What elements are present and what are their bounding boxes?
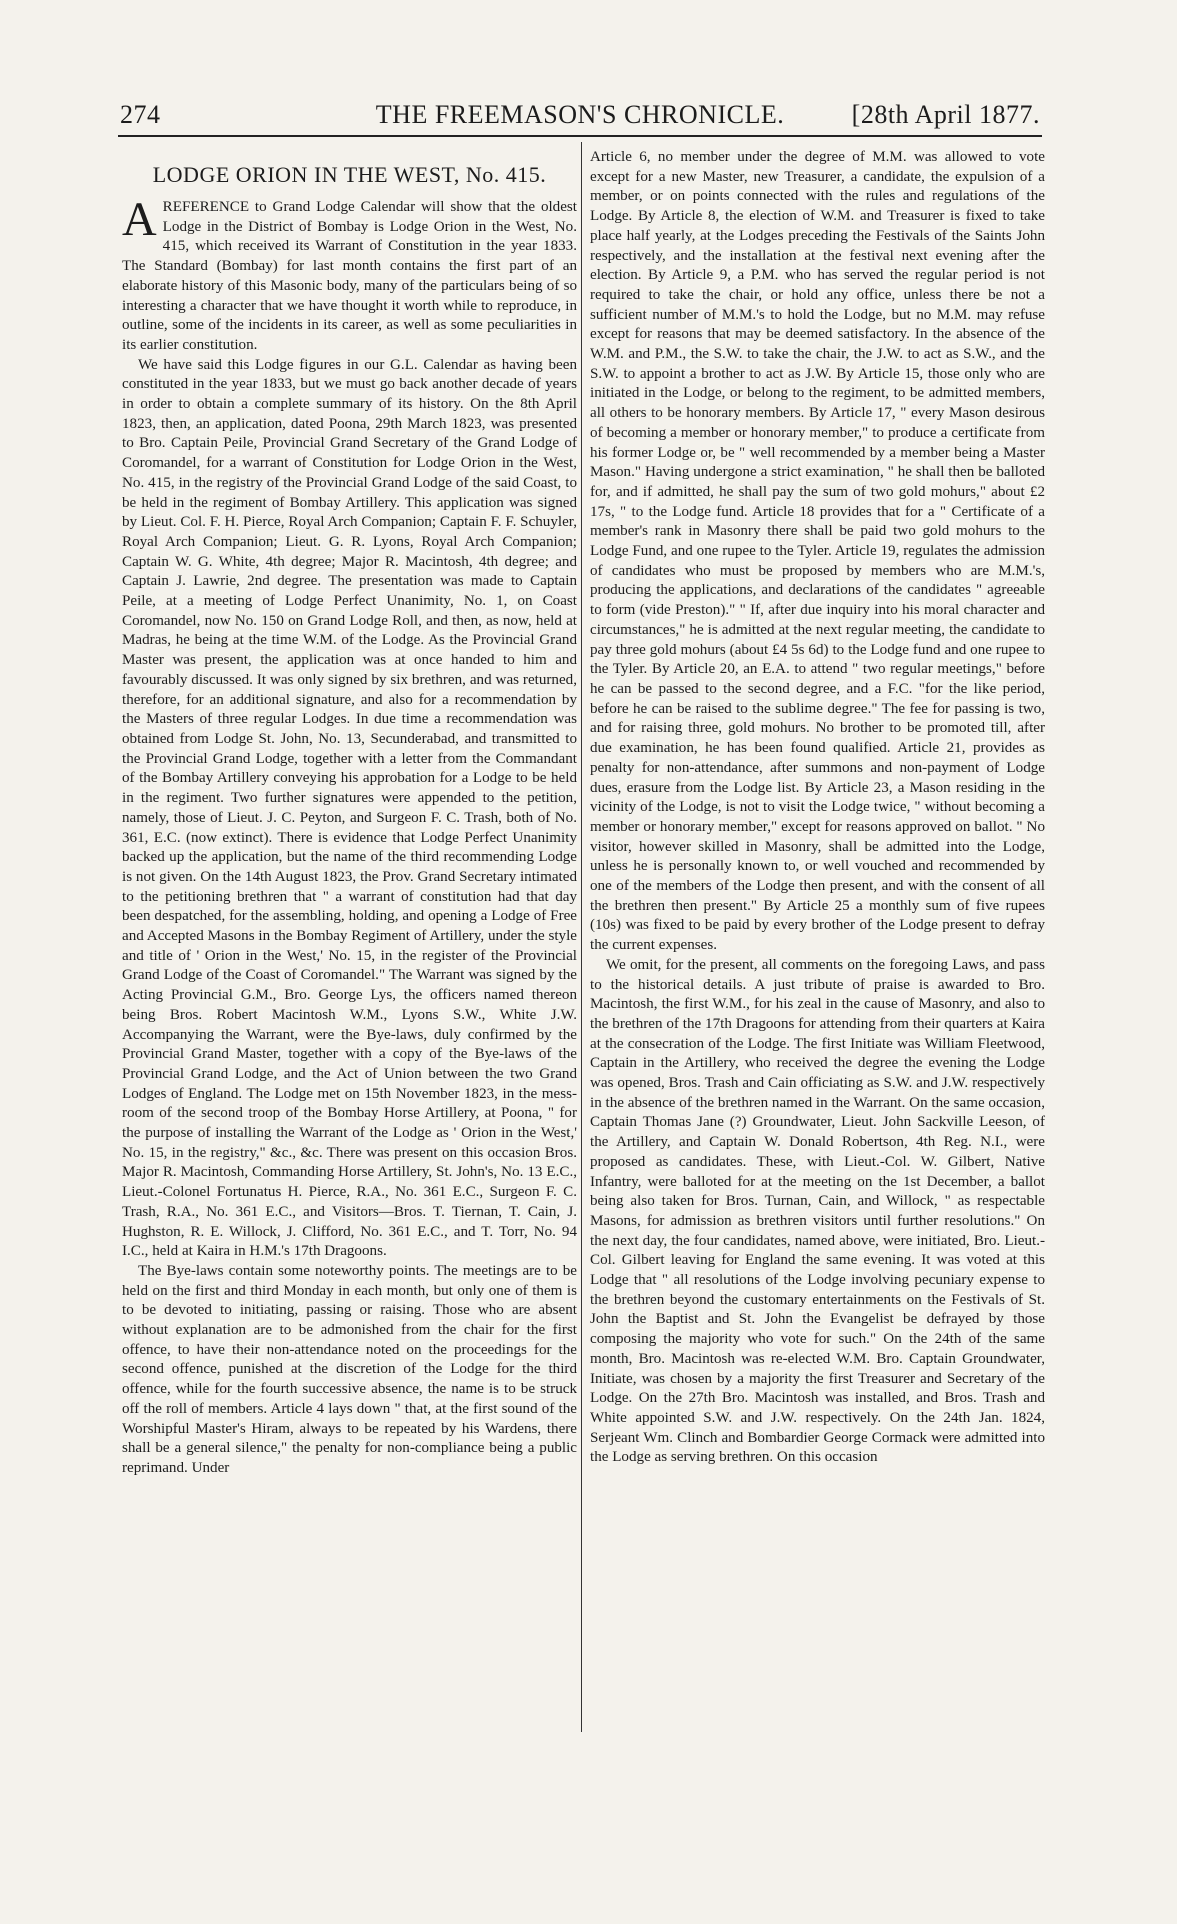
header-rule — [118, 135, 1042, 137]
right-column — [590, 148, 1045, 1468]
article-paragraph-1 — [122, 193, 577, 356]
paragraph-text: REFERENCE to Grand Lodge Calendar will show that the oldest Lodge in the District of Bombay is Lodge Orion in the West, No. 415, which received its Warrant of Constitution in the year 1833. The Standard (Bombay) for last month contains the first part of an elaborate history of this Masonic body, many of the particulars being of so interesting a character that we have thought it worth while to reproduce, in outline, some of the incidents in its career, as well as some peculiarities in its earlier constitution. — [122, 199, 577, 353]
column-divider — [581, 142, 582, 1732]
left-column — [122, 148, 577, 1479]
article-paragraph-4: Article 6, no member under the degree of M.M. was allowed to vote except for a new Master, new Treasurer, a candidate, the expulsion of a member, or on points connected with the rules and regulations of the Lodge. By Article 8, the election of W.M. and Treasurer is fixed to take place half yearly, at the Lodges preceding the Festivals of the Saints John respectively, and the installation at the festival next evening after the election. By Article 9, a P.M. who has served the regular period is not required to take the chair, or hold any office, unless there be not a sufficient number of M.M.'s to hold the Lodge, but no M.M. may refuse except for reasons that may be deemed satisfactory. In the absence of the W.M. and P.M., the S.W. to take the chair, the J.W. to act as S.W., and the S.W. to appoint a brother to act as J.W. By Article 15, those only who are initiated in the Lodge, or belong to the regiment, to be admitted members, all others to be honorary members. By Article 17, " every Mason desirous of becoming a member or honorary member," to produce a certificate from his former Lodge or, be " well recommended by a member being a Master Mason." Having undergone a strict examination, " he shall then be balloted for, and if admitted, he shall pay the sum of two gold mohurs," about £2 17s, " to the Lodge fund. Article 18 provides that for a " Certificate of a member's rank in Masonry there shall be paid two gold mohurs to the Lodge Fund, and one rupee to the Tyler. Article 19, regulates the admission of candidates who must be proposed by members who are M.M.'s, producing the applications, and declarations of the candidates " agreeable to form (vide Preston)." " If, after due inquiry into his moral character and circumstances," he is admitted at the next regular meeting, the candidate to pay three gold mohurs (about £4 5s 6d) to the Lodge fund and one rupee to the Tyler. By Article 20, an E.A. to attend " two regular meetings," before he can be passed to the second degree, and a F.C. "for the like period, before he can be raised to the sublime degree." The fee for passing is two, and for raising three, gold mohurs. No brother to be promoted till, after due examination, he has been found qualified. Article 21, provides as penalty for non-attendance, after summons and non-payment of Lodge dues, erasure from the Lodge list. By Article 23, a Mason residing in the vicinity of the Lodge, is not to visit the Lodge twice, " without becoming a member or honorary member," except for reasons approved on ballot. " No visitor, however skilled in Masonry, shall be admitted into the Lodge, unless he is personally known to, or well vouched and recommended by one of the members of the Lodge then present, and with the consent of all the brethren then present." By Article 25 a monthly sum of five rupees (10s) was fixed to be paid by every brother of the Lodge present to defray the current expenses. — [590, 149, 1045, 954]
page-number: 274 — [120, 100, 161, 129]
publication-title: THE FREEMASON'S CHRONICLE. — [375, 100, 785, 129]
issue-date: [28th April 1877. — [851, 100, 1040, 129]
page-header — [120, 100, 1040, 136]
article-paragraph-3: The Bye-laws contain some noteworthy points. The meetings are to be held on the first and third Monday in each month, but only one of them is to be devoted to initiating, passing or raising. Those who are absent without explanation are to be admonished from the chair for the first offence, to have their non-attendance noted on the proceedings for the second offence, punished at the discretion of the Lodge for the third offence, while for the fourth successive absence, the name is to be struck off the roll of members. Article 4 lays down " that, at the first sound of the Worshipful Master's Hiram, always to be repeated by his Wardens, there shall be a general silence," the penalty for non-compliance being a public reprimand. Under — [122, 1262, 577, 1476]
article-paragraph-2: We have said this Lodge figures in our G.L. Calendar as having been constituted in the year 1833, but we must go back another decade of years in order to obtain a complete summary of its history. On the 8th April 1823, then, an application, dated Poona, 29th March 1823, was presented to Bro. Captain Peile, Provincial Grand Secretary of the Grand Lodge of Coromandel, for a warrant of Constitution for Lodge Orion in the West, No. 415, in the registry of the Provincial Grand Lodge of the said Coast, to be held in the regiment of Bombay Artillery. This application was signed by Lieut. Col. F. H. Pierce, Royal Arch Companion; Captain F. F. Schuyler, Royal Arch Companion; Lieut. G. R. Lyons, Royal Arch Companion; Captain W. G. White, 4th degree; Major R. Macintosh, 4th degree; and Captain J. Lawrie, 2nd degree. The presentation was made to Captain Peile, at a meeting of Lodge Perfect Unanimity, No. 1, on Coast Coromandel, now No. 150 on Grand Lodge Roll, and then, as now, held at Madras, he being at the time W.M. of the Lodge. As the Provincial Grand Master was present, the application was at once handed to him and favourably discussed. It was only signed by six brethren, and was returned, therefore, for an additional signature, and also for a recommendation by the Masters of three regular Lodges. In due time a recommendation was obtained from Lodge St. John, No. 13, Secunderabad, and transmitted to the Provincial Grand Lodge, together with a letter from the Commandant of the Bombay Artillery conveying his approbation for a Lodge to be held in the regiment. Two further signatures were appended to the petition, namely, those of Lieut. J. C. Peyton, and Surgeon F. C. Trash, both of No. 361, E.C. (now extinct). There is evidence that Lodge Perfect Unanimity backed up the application, but the name of the third recommending Lodge is not given. On the 14th August 1823, the Prov. Grand Secretary intimated to the petitioning brethren that " a warrant of constitution had that day been despatched, for the assembling, holding, and opening a Lodge of Free and Accepted Masons in the Bombay Regiment of Artillery, under the style and title of ' Orion in the West,' No. 15, in the register of the Provincial Grand Lodge of the Coast of Coromandel." The Warrant was signed by the Acting Provincial G.M., Bro. George Lys, the officers named thereon being Bros. Robert Macintosh W.M., Lyons S.W., White J.W. Accompanying the Warrant, were the Bye-laws, duly confirmed by the Provincial Grand Master, together with a copy of the Bye-laws of the Provincial Grand Lodge, and the Act of Union between the two Grand Lodges of England. The Lodge met on 15th November 1823, in the mess-room of the second troop of the Bombay Horse Artillery, at Poona, " for the purpose of installing the Warrant of the Lodge as ' Orion in the West,' No. 15, in the registry," &c., &c. There was present on this occasion Bros. Major R. Macintosh, Commanding Horse Artillery, St. John's, No. 13 E.C., Lieut.-Colonel Fortunatus H. Pierce, R.A., No. 361 E.C., Surgeon F. C. Trash, R.A., No. 361 E.C., and Visitors—Bros. T. Tiernan, T. Cain, J. Hughston, R. E. Willock, J. Clifford, No. 361 E.C., and T. Torr, No. 94 I.C., held at Kaira in H.M.'s 17th Dragoons. — [122, 356, 577, 1260]
article-paragraph-5: We omit, for the present, all comments on the foregoing Laws, and pass to the historical details. A just tribute of praise is awarded to Bro. Macintosh, the first W.M., for his zeal in the cause of Masonry, and also to the brethren of the 17th Dragoons for attending from their quarters at Kaira at the consecration of the Lodge. The first Initiate was William Fleetwood, Captain in the Artillery, who received the degree the evening the Lodge was opened, Bros. Trash and Cain officiating as S.W. and J.W. respectively in the absence of the brethren named in the Warrant. On the same occasion, Captain Thomas Jane (?) Groundwater, Lieut. John Sackville Leeson, of the Artillery, and Captain W. Donald Robertson, 4th Reg. N.I., were proposed as candidates. These, with Lieut.-Col. W. Gilbert, Native Infantry, were balloted for at the meeting on the 1st December, a ballot being also taken for Bros. Turnan, Cain, and Willock, " as respectable Masons, for admission as brethren visitors until further resolutions." On the next day, the four candidates, named above, were initiated, Bro. Lieut.-Col. Gilbert leaving for England the same evening. It was voted at this Lodge that " all resolutions of the Lodge involving pecuniary expense to the brethren beyond the customary entertainments on the Festivals of St. John the Baptist and St. John the Evangelist be defrayed by those composing the majority who vote for such." On the 24th of the same month, Bro. Macintosh was re-elected W.M. Bro. Captain Groundwater, Initiate, was chosen by a majority the first Treasurer and Secretary of the Lodge. On the 27th Bro. Macintosh was installed, and Bros. Trash and White appointed S.W. and J.W. respectively. On the 24th Jan. 1824, Serjeant Wm. Clinch and Bombardier George Cormack were admitted into the Lodge as serving brethren. On this occasion — [590, 956, 1045, 1466]
article-title: LODGE ORION IN THE WEST, No. 415. — [152, 162, 547, 187]
drop-cap: A — [122, 193, 157, 246]
